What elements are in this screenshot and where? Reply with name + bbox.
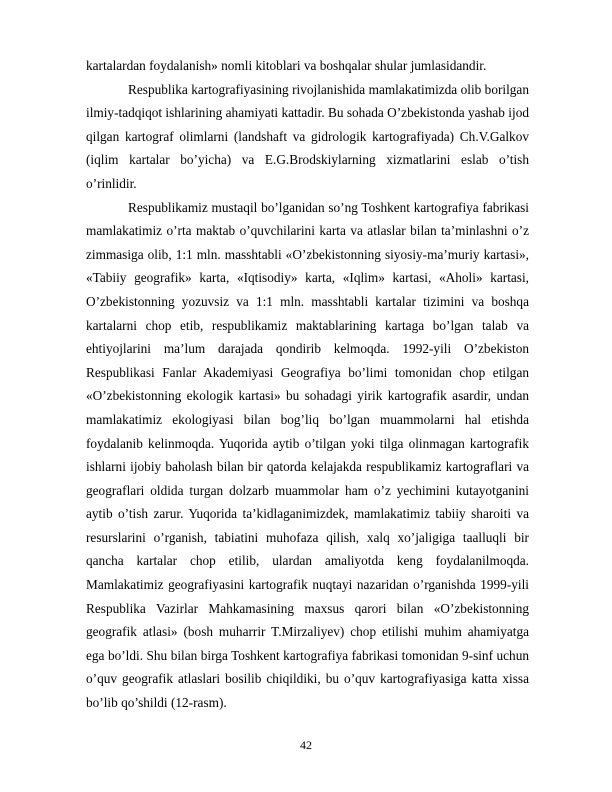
paragraph-independence: Respublikamiz mustaqil bo’lganidan so’ng Toshkent kartografiya fabrikasi mamlakatimiz o’rta maktab o’quvchilarini karta va atlaslar bilan ta’minlashni o’z zimmasiga olib, 1:1 mln. masshtabli «O’zbekistonning siyosiy-ma’muriy kartasi», «Tabiiy geografik» karta, «Iqtisodiy» karta, «Iqlim» kartasi, «Aholi» kartasi, O’zbekistonning yozuvsiz va 1:1 mln. masshtabli kartalar tizimini va boshqa kartalarni chop etib, respublikamiz maktablarining kartaga bo’lgan talab va ehtiyojlarini ma’lum darajada qondirib kelmoqda. 1992-yili O’zbekiston Respublikasi Fanlar Akademiyasi Geografiya bo’limi tomonidan chop etilgan «O’zbekistonning ekologik kartasi» bu sohadagi yirik kartografik asardir, undan mamlakatimiz ekologiyasi bilan bog’liq bo’lgan muammolarni hal etishda foydalanib kelinmoqda. Yuqorida aytib o’tilgan yoki tilga olinmagan kartografik ishlarni ijobiy baholash bilan bir qatorda kelajakda respublikamiz kartograflari va geograflari oldida turgan dolzarb muammolar ham o’z yechimini kutayotganini aytib o’tish zarur. Yuqorida ta’kidlaganimizdek, mamlakatimiz tabiiy sharoiti va resurslarini o’rganish, tabiatini muhofaza qilish, xalq xo’jaligiga taalluqli bir qancha kartalar chop etilib, ulardan amaliyotda keng foydalanilmoqda. Mamlakatimiz geografiyasini kartografik nuqtayi nazaridan o’rganishda 1999-yili Respublika Vazirlar Mahkamasining maxsus qarori bilan «O’zbekistonning geografik atlasi» (bosh muharrir T.Mirzaliyev) chop etilishi muhim ahamiyatga ega bo’ldi. Shu bilan birga Toshkent kartografiya fabrikasi tomonidan 9-sinf uchun o’quv geografik atlaslari bosilib chiqildiki, bu o’quv kartografiyasiga katta xissa bo’lib qo’shildi (12-rasm). [86,199,529,711]
page-number: 42 [300,738,312,752]
paragraph-research: Respublika kartografiyasining rivojlanishida mamlakatimizda olib borilgan ilmiy-tadqiqot ishlarining ahamiyati kattadir. Bu sohada O’zbekistonda yashab ijod qilgan kartograf olimlarni (landshaft va gidrologik kartografiyada) Ch.V.Galkov (iqlim kartalar bo’yicha) va E.G.Brodskiylarning xizmatlarini eslab o’tish o’rinlidir. [86,81,529,191]
paragraph-continuation: kartalardan foydalanish» nomli kitoblari va boshqalar shular jumlasidandir. [86,58,487,73]
body-text [86,54,529,715]
